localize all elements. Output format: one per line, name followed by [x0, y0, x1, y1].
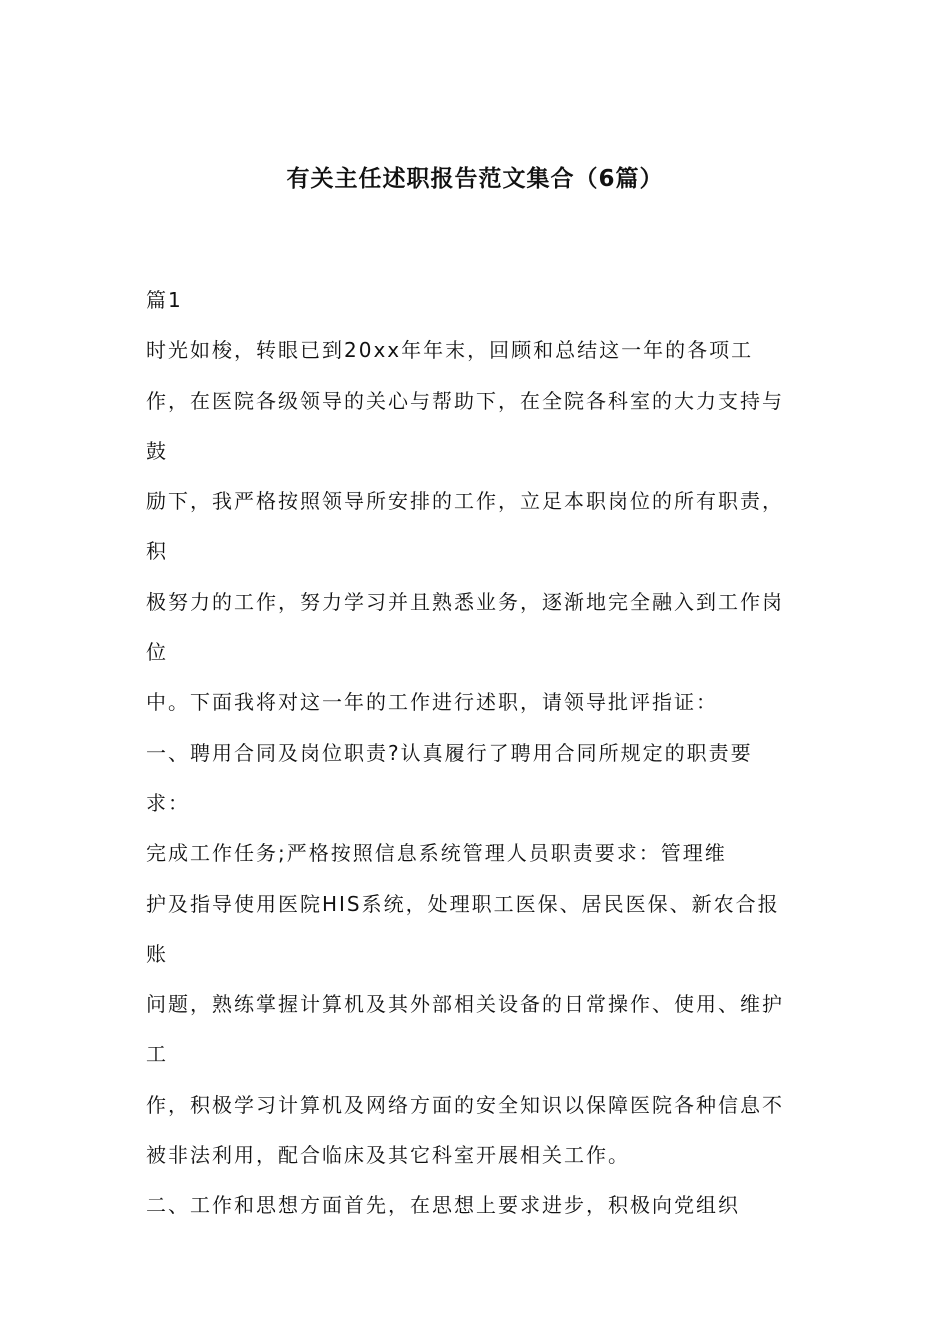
text-line: 求：: [146, 790, 190, 815]
text-line: 中。下面我将对这一年的工作进行述职，请领导批评指证：: [146, 690, 718, 715]
text-line: 篇1: [146, 288, 183, 312]
text-line: 时光如梭，转眼已到20xx年年末，回顾和总结这一年的各项工: [146, 338, 754, 363]
text-line: 工: [146, 1042, 168, 1067]
text-line: 极努力的工作，努力学习并且熟悉业务，逐渐地完全融入到工作岗: [146, 589, 784, 614]
text-line: 励下，我严格按照领导所安排的工作，立足本职岗位的所有职责，: [146, 489, 784, 514]
text-line: 鼓: [146, 438, 168, 463]
text-line: 护及指导使用医院HIS系统，处理职工医保、居民医保、新农合报: [146, 891, 780, 916]
text-line: 账: [146, 941, 168, 966]
text-line: 位: [146, 640, 168, 665]
text-line: 二、工作和思想方面首先，在思想上要求进步，积极向党组织: [146, 1193, 740, 1218]
text-line: 问题，熟练掌握计算机及其外部相关设备的日常操作、使用、维护: [146, 992, 784, 1017]
text-line: 积: [146, 539, 168, 564]
text-line: 完成工作任务;严格按照信息系统管理人员职责要求：管理维: [146, 841, 727, 866]
text-line: 作，积极学习计算机及网络方面的安全知识以保障医院各种信息不: [146, 1092, 784, 1117]
document-body: [146, 282, 826, 1238]
text-line: 一、聘用合同及岗位职责?认真履行了聘用合同所规定的职责要: [146, 740, 753, 765]
document-title: 有关主任述职报告范文集合（6篇）: [286, 166, 664, 192]
text-line: 作，在医院各级领导的关心与帮助下，在全院各科室的大力支持与: [146, 388, 784, 413]
text-line: 被非法利用，配合临床及其它科室开展相关工作。: [146, 1143, 630, 1168]
